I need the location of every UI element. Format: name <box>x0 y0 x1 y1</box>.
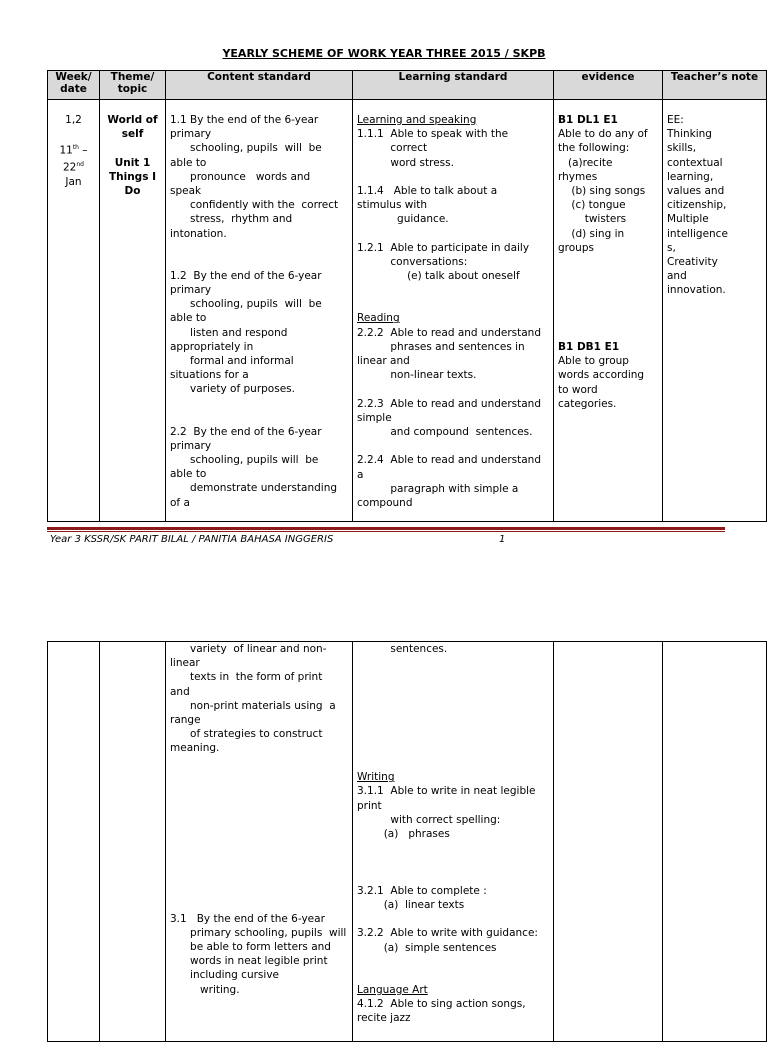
evidence-cell <box>554 642 663 1042</box>
learning-standard-listening: 1.1.1 Able to speak with the correct word stress. 1.1.4 Able to talk about a stimulus with guidance. 1.2.1 Able to participate in daily conversations: (e) talk about oneself <box>357 128 530 283</box>
theme-text: World of self <box>107 114 158 141</box>
learning-standard-language-art: 4.1.2 Able to sing action songs, recite jazz <box>357 998 526 1025</box>
footer-divider-thin <box>47 531 725 532</box>
heading-writing: Writing <box>357 771 395 784</box>
content-standard-continued: variety of linear and non- linear texts in the form of print and non-print materials using a range of strategies to construct meaning. <box>170 643 336 755</box>
table-row <box>48 642 767 1042</box>
learning-standard-reading: 2.2.2 Able to read and understand phrases and sentences in linear and non-linear texts. 2.2.3 Able to read and understand simple and compound sentences. 2.2.4 Able to read and understand a paragraph with simple a compound <box>357 326 542 510</box>
header-learning: Learning standard <box>353 71 554 100</box>
teacher-note-cell <box>663 100 767 522</box>
content-standard-cell <box>166 642 353 1042</box>
table-header-row <box>48 71 767 100</box>
content-standard-3: 2.2 By the end of the 6-year primary schooling, pupils will be able to demonstrate understanding of a <box>170 425 338 509</box>
evidence-code-1: B1 DL1 E1 <box>558 114 618 126</box>
header-note: Teacher’s note <box>663 71 767 100</box>
header-content: Content standard <box>166 71 353 100</box>
evidence-cell <box>554 100 663 522</box>
learning-standard-cell <box>353 642 554 1042</box>
evidence-text-1: Able to do any of the following: (a)recite rhymes (b) sing songs (c) tongue twisters (d) sing in groups <box>558 128 648 254</box>
table-row <box>48 100 767 522</box>
content-standard-writing: 3.1 By the end of the 6-year primary schooling, pupils will be able to form letters and words in neat legible print including cursive writing. <box>170 912 347 996</box>
theme-cell <box>100 100 166 522</box>
heading-language-art: Language Art <box>357 983 428 996</box>
evidence-text-2: Able to group words according to word categories. <box>558 355 645 410</box>
teacher-note-text: EE: Thinking skills, contextual learning, values and citizenship, Multiple intelligence s, Creativity and innovation. <box>667 114 728 297</box>
scheme-table <box>47 70 767 522</box>
scheme-table-continued <box>47 641 767 1042</box>
header-theme: Theme/ topic <box>100 71 166 100</box>
footer-text: Year 3 KSSR/SK PARIT BILAL / PANITIA BAHASA INGGERIS <box>50 534 334 545</box>
teacher-note-cell <box>663 642 767 1042</box>
evidence-code-2: B1 DB1 E1 <box>558 341 620 354</box>
heading-reading: Reading <box>357 312 400 325</box>
content-standard-cell <box>166 100 353 522</box>
header-week: Week/ date <box>48 71 100 100</box>
content-standard-2: 1.2 By the end of the 6-year primary schooling, pupils will be able to listen and respond appropriately in formal and informal situations for a variety of purposes. <box>170 269 322 396</box>
page-number: 1 <box>499 534 506 545</box>
content-standard-1: 1.1 By the end of the 6-year primary schooling, pupils will be able to pronounce words and speak confidently with the correct stress, rhythm and intonation. <box>170 114 339 240</box>
page-title: YEARLY SCHEME OF WORK YEAR THREE 2015 / SKPB <box>222 47 546 60</box>
learning-standard-continued: sentences. <box>357 643 448 655</box>
week-number: 1,2 <box>65 114 82 126</box>
topic-text: Unit 1 Things I Do <box>108 156 157 197</box>
footer-divider <box>47 527 725 530</box>
learning-standard-cell <box>353 100 554 522</box>
learning-standard-writing: 3.1.1 Able to write in neat legible print with correct spelling: (a) phrases 3.2.1 Able to complete : (a) linear texts 3.2.2 Able to write with guidance: (a) simple sentences <box>357 785 538 954</box>
header-evidence: evidence <box>554 71 663 100</box>
week-cell <box>48 100 100 522</box>
theme-cell <box>100 642 166 1042</box>
heading-listening-speaking: Learning and speaking <box>357 114 477 126</box>
week-cell <box>48 642 100 1042</box>
date-range: 11th – 22nd Jan <box>59 144 88 188</box>
